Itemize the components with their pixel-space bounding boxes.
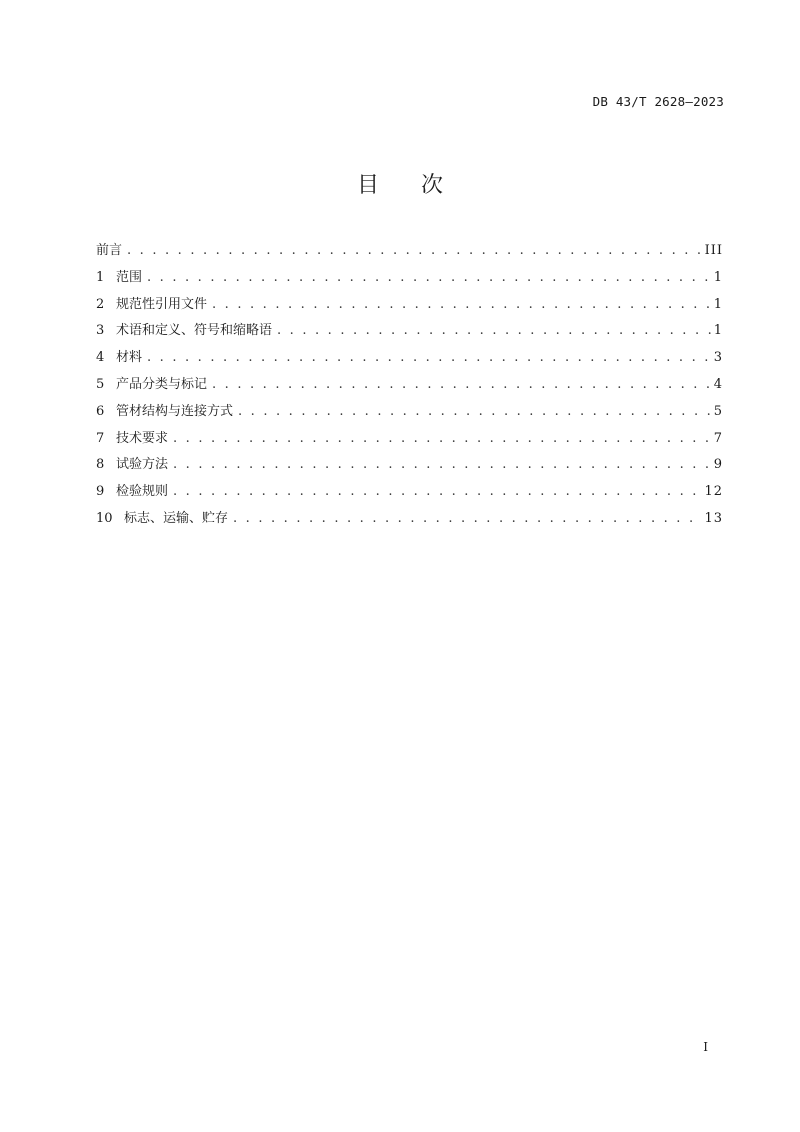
- toc-entry-technical-requirements[interactable]: [96, 427, 723, 454]
- toc-leader-dots: [233, 511, 701, 526]
- standard-code: DB 43/T 2628—2023: [592, 94, 724, 109]
- toc-entry-number: 8: [96, 457, 105, 473]
- toc-entry-scope[interactable]: [96, 266, 723, 293]
- toc-entry-page: 7: [713, 430, 723, 446]
- toc-entry-label: 标志、运输、贮存: [124, 510, 229, 526]
- toc-entry-number: 7: [96, 430, 105, 446]
- toc-entry-number: 4: [96, 350, 105, 366]
- toc-leader-dots: [147, 270, 711, 285]
- toc-entry-number: 6: [96, 403, 105, 419]
- toc-leader-dots: [127, 243, 702, 258]
- toc-entry-terms-definitions[interactable]: [96, 319, 723, 346]
- toc-entry-label: 材料: [116, 350, 143, 366]
- toc-leader-dots: [173, 484, 701, 499]
- toc-leader-dots: [173, 431, 711, 446]
- toc-entry-label: 产品分类与标记: [116, 376, 208, 392]
- toc-entry-page: 4: [713, 376, 723, 392]
- toc-entry-number: 3: [96, 323, 105, 339]
- toc-entry-page: 13: [704, 510, 723, 526]
- page-title: 目次: [356, 173, 485, 198]
- toc-entry-page: 3: [713, 350, 723, 366]
- table-of-contents: [96, 239, 723, 534]
- toc-entry-classification[interactable]: [96, 373, 723, 400]
- toc-entry-label: 试验方法: [116, 457, 169, 473]
- toc-entry-number: 2: [96, 296, 105, 312]
- toc-entry-pipe-structure[interactable]: [96, 400, 723, 427]
- toc-entry-test-methods[interactable]: [96, 453, 723, 480]
- toc-entry-number: 5: [96, 376, 105, 392]
- toc-leader-dots: [212, 377, 711, 392]
- toc-entry-normative-references[interactable]: [96, 293, 723, 320]
- toc-entry-label: 规范性引用文件: [116, 296, 208, 312]
- toc-entry-page: 1: [713, 296, 723, 312]
- toc-entry-label: 检验规则: [116, 484, 169, 500]
- toc-entry-label: 前言: [96, 243, 123, 258]
- toc-leader-dots: [212, 297, 711, 312]
- toc-entry-page: 12: [704, 484, 723, 500]
- toc-leader-dots: [277, 323, 711, 338]
- toc-entry-label: 技术要求: [116, 430, 169, 446]
- toc-entry-label: 范围: [116, 269, 143, 285]
- toc-entry-inspection-rules[interactable]: [96, 480, 723, 507]
- toc-leader-dots: [173, 457, 711, 472]
- toc-entry-page: 9: [713, 457, 723, 473]
- toc-entry-foreword[interactable]: [96, 239, 723, 266]
- toc-entry-page: III: [704, 243, 723, 258]
- toc-entry-materials[interactable]: [96, 346, 723, 373]
- toc-entry-label: 术语和定义、符号和缩略语: [116, 323, 273, 339]
- toc-entry-page: 1: [713, 269, 723, 285]
- toc-entry-page: 5: [713, 403, 723, 419]
- toc-entry-number: 10: [96, 510, 113, 526]
- toc-entry-marking-transport-storage[interactable]: [96, 507, 723, 534]
- toc-leader-dots: [147, 350, 711, 365]
- toc-entry-label: 管材结构与连接方式: [116, 403, 234, 419]
- toc-leader-dots: [238, 404, 711, 419]
- page-number: I: [703, 1040, 708, 1054]
- toc-entry-page: 1: [713, 323, 723, 339]
- toc-entry-number: 1: [96, 269, 105, 285]
- toc-entry-number: 9: [96, 484, 105, 500]
